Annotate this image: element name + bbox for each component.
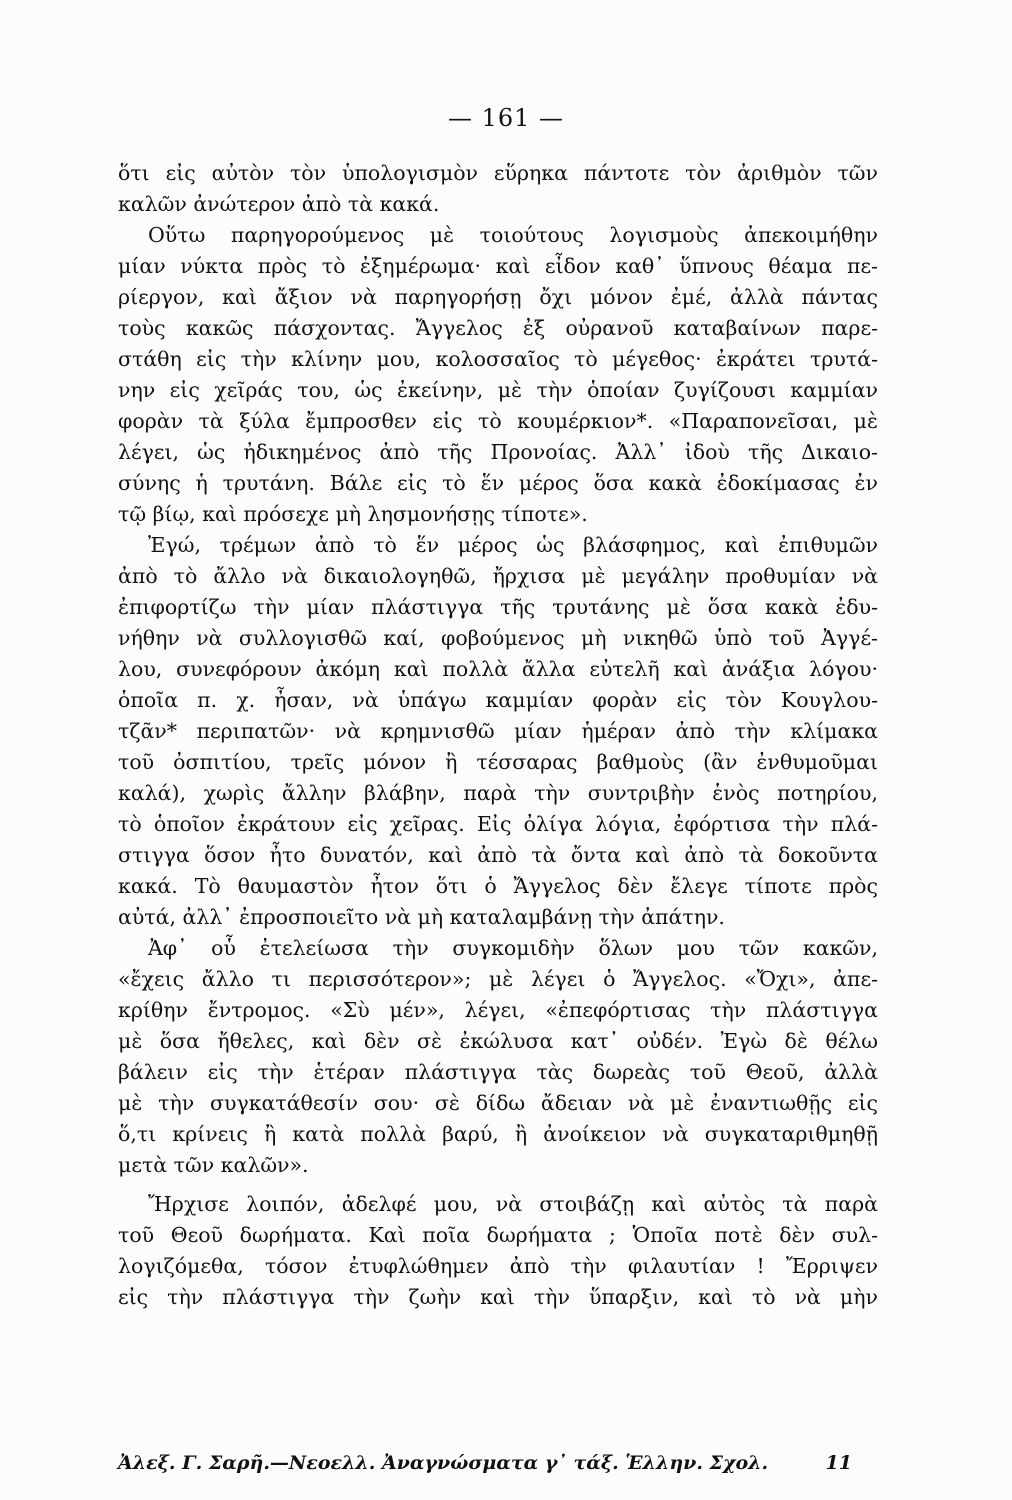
text-line: τῷ βίῳ, καὶ πρόσεχε μὴ λησμονήσῃς τίποτε». xyxy=(118,502,588,526)
paragraph xyxy=(118,220,878,530)
text-line: μὲ ὅσα ἤθελες, καὶ δὲν σὲ ἐκώλυσα κατ᾽ οὐδέν. Ἐγὼ δὲ θέλω xyxy=(118,1029,878,1053)
text-line: λογιζόμεθα, τόσον ἐτυφλώθημεν ἀπὸ τὴν φιλαυτίαν ! Ἔρριψεν xyxy=(118,1254,878,1278)
text-line: ὅ,τι κρίνεις ἢ κατὰ πολλὰ βαρύ, ἢ ἀνοίκειον νὰ συγκαταριθμηθῇ xyxy=(118,1122,878,1146)
text-line: μίαν νύκτα πρὸς τὸ ἐξημέρωμα· καὶ εἶδον καθ᾽ ὕπνους θέαμα πε- xyxy=(118,254,878,278)
page-number: — 161 — xyxy=(447,104,565,132)
text-line: στάθη εἰς τὴν κλίνην μου, κολοσσαῖος τὸ μέγεθος· ἐκράτει τρυτά- xyxy=(118,347,878,371)
paragraph xyxy=(118,1189,878,1313)
text-line: Οὕτω παρηγορούμενος μὲ τοιούτους λογισμοὺς ἀπεκοιμήθην xyxy=(148,223,878,247)
text-line: καλῶν ἀνώτερον ἀπὸ τὰ κακά. xyxy=(118,192,440,216)
text-line: ὅτι εἰς αὐτὸν τὸν ὑπολογισμὸν εὕρηκα πάντοτε τὸν ἀριθμὸν τῶν xyxy=(118,161,878,185)
text-line: λου, συνεφόρουν ἀκόμη καὶ πολλὰ ἄλλα εὐτελῆ καὶ ἀνάξια λόγου· xyxy=(118,657,878,681)
text-line: καλά), χωρὶς ἄλλην βλάβην, παρὰ τὴν συντριβὴν ἑνὸς ποτηρίου, xyxy=(118,781,878,805)
page-footer xyxy=(118,1452,878,1474)
text-line: λέγει, ὡς ἠδικημένος ἀπὸ τῆς Προνοίας. Ἀλλ᾽ ἰδοὺ τῆς Δικαιο- xyxy=(118,440,878,464)
text-line: «ἔχεις ἄλλο τι περισσότερον»; μὲ λέγει ὁ Ἄγγελος. «Ὄχι», ἀπε- xyxy=(118,967,878,991)
paragraph xyxy=(118,158,878,220)
text-line: εἰς τὴν πλάστιγγα τὴν ζωὴν καὶ τὴν ὕπαρξιν, καὶ τὸ νὰ μὴν xyxy=(118,1285,878,1309)
text-line: βάλειν εἰς τὴν ἑτέραν πλάστιγγα τὰς δωρεὰς τοῦ Θεοῦ, ἀλλὰ xyxy=(118,1060,878,1084)
sheet-number: 11 xyxy=(825,1452,852,1474)
text-line: ἀπὸ τὸ ἄλλο νὰ δικαιολογηθῶ, ἤρχισα μὲ μεγάλην προθυμίαν νὰ xyxy=(118,564,878,588)
text-line: στιγγα ὅσον ἦτο δυνατόν, καὶ ἀπὸ τὰ ὄντα καὶ ἀπὸ τὰ δοκοῦντα xyxy=(118,843,878,867)
text-line: φορὰν τὰ ξύλα ἔμπροσθεν εἰς τὸ κουμέρκιον*. «Παραπονεῖσαι, μὲ xyxy=(118,409,878,433)
text-line: τὸ ὁποῖον ἐκράτουν εἰς χεῖρας. Εἰς ὀλίγα λόγια, ἐφόρτισα τὴν πλά- xyxy=(118,812,878,836)
body-text xyxy=(118,158,878,1313)
text-line: μετὰ τῶν καλῶν». xyxy=(118,1153,309,1177)
text-line: αὐτά, ἀλλ᾽ ἐπροσποιεῖτο νὰ μὴ καταλαμβάνῃ τὴν ἀπάτην. xyxy=(118,905,725,929)
text-line: Ἀφ᾽ οὗ ἐτελείωσα τὴν συγκομιδὴν ὅλων μου τῶν κακῶν, xyxy=(148,936,878,960)
text-line: νην εἰς χεῖράς του, ὡς ἐκείνην, μὲ τὴν ὁποίαν ζυγίζουσι καμμίαν xyxy=(118,378,878,402)
text-line: μὲ τὴν συγκατάθεσίν σου· σὲ δίδω ἄδειαν νὰ μὲ ἐναντιωθῇς εἰς xyxy=(118,1091,878,1115)
text-line: κρίθην ἔντρομος. «Σὺ μέν», λέγει, «ἐπεφόρτισας τὴν πλάστιγγα xyxy=(118,998,878,1022)
text-line: Ἤρχισε λοιπόν, ἀδελφέ μου, νὰ στοιβάζῃ καὶ αὐτὸς τὰ παρὰ xyxy=(148,1192,878,1216)
text-line: ρίεργον, καὶ ἄξιον νὰ παρηγορήσῃ ὄχι μόνον ἐμέ, ἀλλὰ πάντας xyxy=(118,285,878,309)
text-line: ἐπιφορτίζω τὴν μίαν πλάστιγγα τῆς τρυτάνης μὲ ὅσα κακὰ ἐδυ- xyxy=(118,595,878,619)
text-line: σύνης ἡ τρυτάνη. Βάλε εἰς τὸ ἕν μέρος ὅσα κακὰ ἐδοκίμασας ἐν xyxy=(118,471,878,495)
text-line: νήθην νὰ συλλογισθῶ καί, φοβούμενος μὴ νικηθῶ ὑπὸ τοῦ Ἀγγέ- xyxy=(118,626,878,650)
paragraph xyxy=(118,933,878,1181)
text-line: τοῦ ὀσπιτίου, τρεῖς μόνον ἢ τέσσαρας βαθμοὺς (ἂν ἐνθυμοῦμαι xyxy=(118,750,878,774)
text-line: ὁποῖα π. χ. ἦσαν, νὰ ὑπάγω καμμίαν φορὰν εἰς τὸν Κουγλου- xyxy=(118,688,878,712)
footer-signature: Ἀλεξ. Γ. Σαρῆ.—Νεοελλ. Ἀναγνώσματα γ᾽ τάξ. Ἑλλην. Σχολ. xyxy=(118,1452,769,1474)
text-line: τοὺς κακῶς πάσχοντας. Ἄγγελος ἐξ οὐρανοῦ καταβαίνων παρε- xyxy=(118,316,878,340)
text-line: τζᾶν* περιπατῶν· νὰ κρημνισθῶ μίαν ἡμέραν ἀπὸ τὴν κλίμακα xyxy=(118,719,878,743)
text-line: κακά. Τὸ θαυμαστὸν ἦτον ὅτι ὁ Ἄγγελος δὲν ἔλεγε τίποτε πρὸς xyxy=(118,874,878,898)
text-line: τοῦ Θεοῦ δωρήματα. Καὶ ποῖα δωρήματα ; Ὁποῖα ποτὲ δὲν συλ- xyxy=(118,1223,878,1247)
paragraph xyxy=(118,530,878,933)
text-line: Ἐγώ, τρέμων ἀπὸ τὸ ἕν μέρος ὡς βλάσφημος, καὶ ἐπιθυμῶν xyxy=(148,533,878,557)
